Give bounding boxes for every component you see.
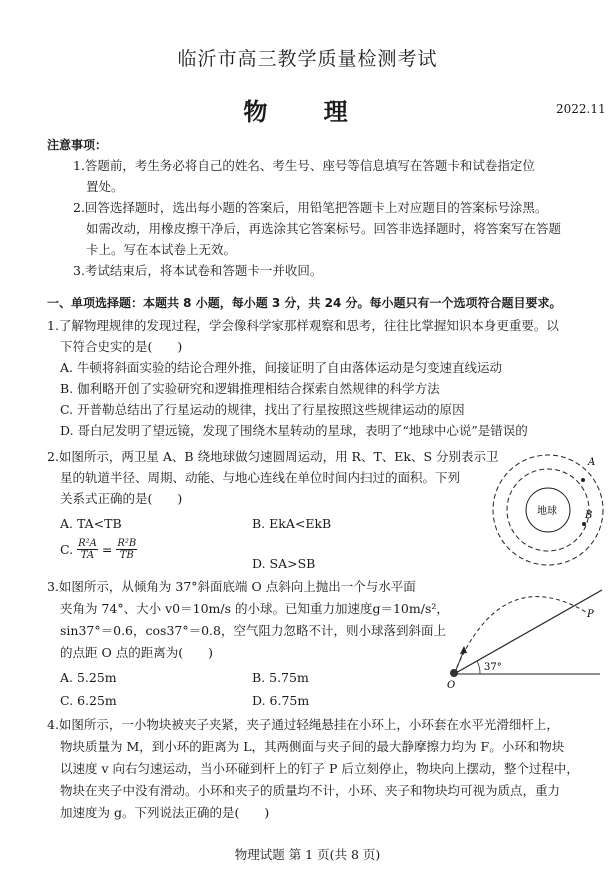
earth-label: 地球 (537, 506, 557, 517)
point-o-label: O (447, 680, 456, 691)
incline-line (454, 590, 602, 674)
ball (450, 669, 458, 677)
q2-stem-line-3: 关系式正确的是( ) (60, 491, 183, 506)
q3-stem-line-2: 夹角为 74°、大小 v0＝10m/s 的小球。已知重力加速度g＝10m/s²， (60, 601, 449, 616)
q2-c-numerator-left: R²A (78, 538, 97, 549)
q2-option-c (60, 538, 137, 561)
q3-option-a: A. 5.25m (60, 670, 117, 685)
q4-stem-line-4: 物块在夹子中没有滑动。小环和夹子的质量均不计，小环、夹子和物块均可视为质点，重力 (60, 783, 561, 798)
q2-c-denominator-left: TA (80, 550, 95, 561)
q3-stem-line-3: sin37°＝0.6，cos37°＝0.8，空气阻力忽略不计，则小球落到斜面上 (60, 623, 446, 638)
angle-arc (477, 661, 480, 674)
exam-title: 临沂市高三教学质量检测考试 (177, 48, 438, 70)
q1-option-d: D. 哥白尼发明了望远镜，发现了围绕木星转动的星球，表明了“地球中心说”是错误的 (60, 423, 528, 438)
note-2-line-3: 卡上。写在本试卷上无效。 (86, 242, 237, 257)
velocity-arrowhead (460, 646, 467, 654)
q4-stem-line-2: 物块质量为 M，到小环的距离为 L，其两侧面与夹子间的最大静摩擦力均为 F。小环和物块 (60, 739, 565, 754)
satellite-a (581, 478, 585, 482)
page-footer: 物理试题 第 1 页(共 8 页) (234, 847, 381, 862)
q2-c-denominator-right: TB (119, 550, 134, 561)
angle-label: 37° (484, 662, 502, 673)
q4-stem-line-5: 加速度为 g。下列说法正确的是( ) (60, 805, 270, 820)
note-2-line-1: 2.回答选择题时，选出每小题的答案后，用铅笔把答题卡上对应题目的答案标号涂黑。 (73, 200, 548, 215)
q2-option-a: A. TA<TB (60, 516, 122, 531)
note-1-line-2: 置处。 (86, 179, 124, 194)
point-p-label: P (587, 609, 594, 620)
exam-date: 2022.11 (556, 102, 606, 116)
q3-stem-line-4: 的点距 O 点的距离为( ) (60, 645, 213, 660)
q4-stem-line-3: 以速度 v 向右匀速运动，当小环碰到杆上的钉子 P 后立刻停止，物块向上摆动，整个过程中， (60, 761, 579, 776)
q3-option-d: D. 6.75m (252, 693, 310, 708)
satellite-b (582, 522, 586, 526)
note-2-line-2: 如需改动，用橡皮擦干净后，再选涂其它答案标号。回答非选择题时，将答案写在答题 (86, 221, 562, 236)
q3-option-c: C. 6.25m (60, 693, 117, 708)
q2-option-c-fraction-right (116, 538, 137, 561)
q1-stem-line-2: 下符合史实的是( ) (60, 339, 183, 354)
satellite-a-label: A (588, 457, 596, 468)
q1-option-c: C. 开普勒总结出了行星运动的规律，找出了行星按照这些规律运动的原因 (60, 402, 465, 417)
q4-stem-line-1: 4.如图所示，一小物块被夹子夹紧，夹子通过轻绳悬挂在小环上，小环套在水平光滑细杆上， (47, 717, 559, 732)
q2-option-d: D. SA>SB (252, 556, 316, 571)
subject-title: 物 理 (243, 97, 372, 126)
q2-stem-line-2: 星的轨道半径、周期、动能、与地心连线在单位时间内扫过的面积。下列 (60, 470, 461, 485)
q2-stem-line-1: 2.如图所示，两卫星 A、B 绕地球做匀速圆周运动，用 R、T、Ek、S 分别表示卫 (47, 449, 499, 464)
q2-option-c-fraction-left (77, 538, 98, 561)
q2-c-equals: = (101, 541, 113, 557)
q1-stem-line-1: 1.了解物理规律的发现过程，学会像科学家那样观察和思考，往往比掌握知识本身更重要。以 (47, 318, 559, 333)
notes-heading: 注意事项： (47, 138, 108, 152)
q1-option-a: A. 牛顿将斜面实验的结论合理外推，间接证明了自由落体运动是匀变速直线运动 (60, 360, 502, 375)
note-3: 3.考试结束后，将本试卷和答题卡一并收回。 (73, 263, 323, 278)
q2-option-c-prefix: C. (60, 541, 74, 557)
note-1-line-1: 1.答题前，考生务必将自己的姓名、考生号、座号等信息填写在答题卡和试卷指定位 (73, 158, 535, 173)
q3-option-b: B. 5.75m (252, 670, 309, 685)
q1-option-b: B. 伽利略开创了实验研究和逻辑推理相结合探索自然规律的科学方法 (60, 381, 440, 396)
section-1-heading: 一、单项选择题：本题共 8 小题，每小题 3 分，共 24 分。每小题只有一个选项符合题目要求。 (47, 296, 562, 310)
q3-incline-figure (440, 572, 608, 692)
satellite-b-label: B (585, 510, 593, 521)
q3-stem-line-1: 3.如图所示，从倾角为 37°斜面底端 O 点斜向上抛出一个与水平面 (47, 579, 416, 594)
q2-c-numerator-right: R²B (117, 538, 137, 549)
q2-option-b: B. EkA<EkB (252, 516, 332, 531)
q2-orbit-figure (488, 448, 608, 573)
